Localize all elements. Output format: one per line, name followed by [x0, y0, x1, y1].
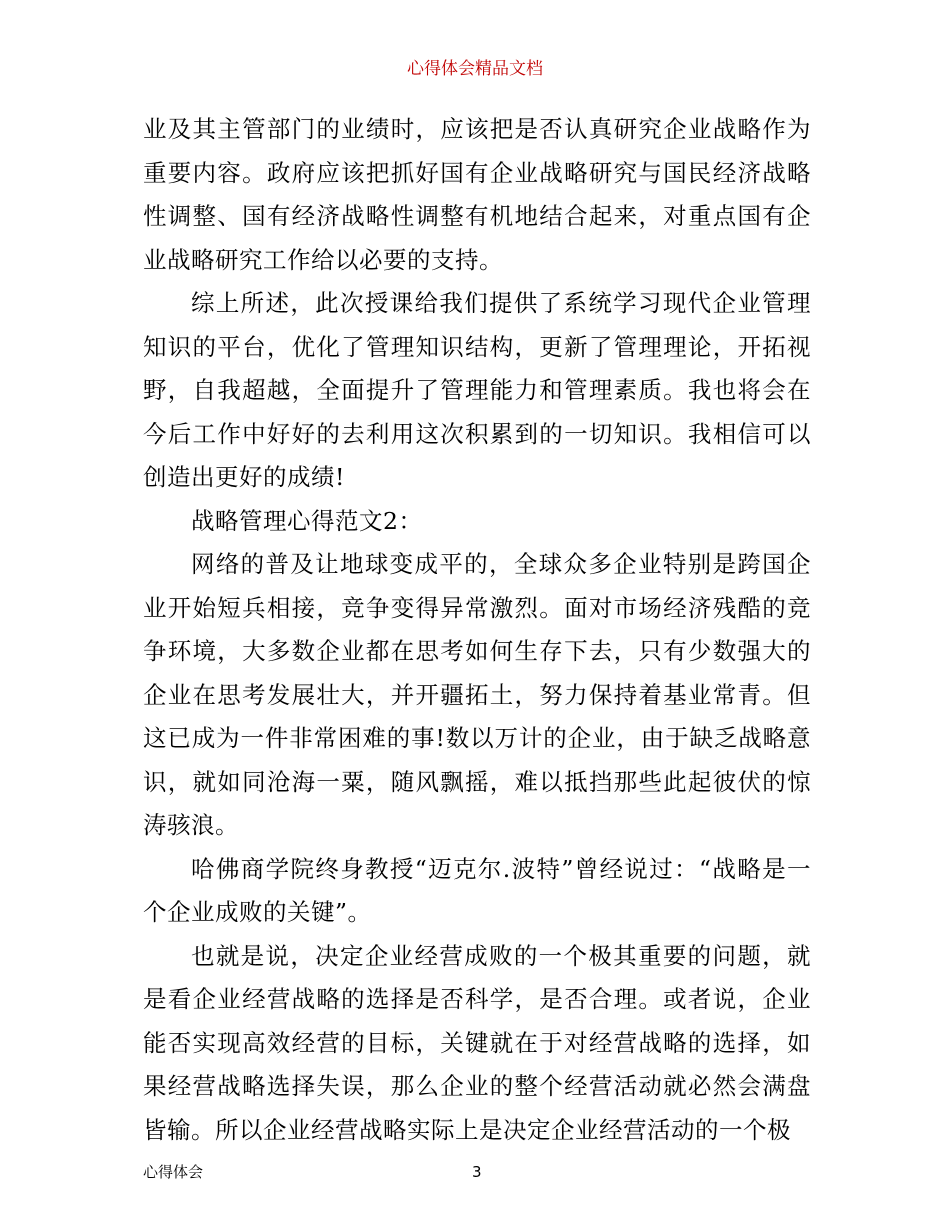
footer-label: 心得体会 [143, 1163, 204, 1181]
page-header-title: 心得体会精品文档 [407, 59, 543, 79]
paragraph-strategy-choice: 也就是说，决定企业经营成败的一个极其重要的问题，就是看企业经营战略的选择是否科学，是否合理。或者说，企业能否实现高效经营的目标，关键就在于对经营战略的选择，如果经营战略选择失误，那么企业的整个经营活动就必然会满盘皆输。所以企业经营战略实际上是决定企业经营活动的一个极 [143, 941, 811, 1144]
section-heading: 战略管理心得范文2： [191, 506, 423, 535]
paragraph-summary: 综上所述，此次授课给我们提供了系统学习现代企业管理知识的平台，优化了管理知识结构，更新了管理理论，开拓视野，自我超越，全面提升了管理能力和管理素质。我也将会在今后工作中好好的去利用这次积累到的一切知识。我相信可以创造出更好的成绩! [143, 289, 811, 491]
document-body [143, 108, 811, 1152]
paragraph-porter-quote: 哈佛商学院终身教授“迈克尔.波特”曾经说过：“战略是一个企业成败的关键”。 [143, 854, 811, 926]
footer-page-number: 3 [472, 1163, 482, 1181]
paragraph-continuation: 业及其主管部门的业绩时，应该把是否认真研究企业战略作为重要内容。政府应该把抓好国有企业战略研究与国民经济战略性调整、国有经济战略性调整有机地结合起来，对重点国有企业战略研究工作给以必要的支持。 [143, 115, 811, 274]
paragraph-globalization: 网络的普及让地球变成平的，全球众多企业特别是跨国企业开始短兵相接，竞争变得异常激烈。面对市场经济残酷的竞争环境，大多数企业都在思考如何生存下去，只有少数强大的企业在思考发展壮大，并开疆拓土，努力保持着基业常青。但这已成为一件非常困难的事!数以万计的企业，由于缺乏战略意识，就如同沧海一粟，随风飘摇，难以抵挡那些此起彼伏的惊涛骇浪。 [143, 550, 811, 839]
